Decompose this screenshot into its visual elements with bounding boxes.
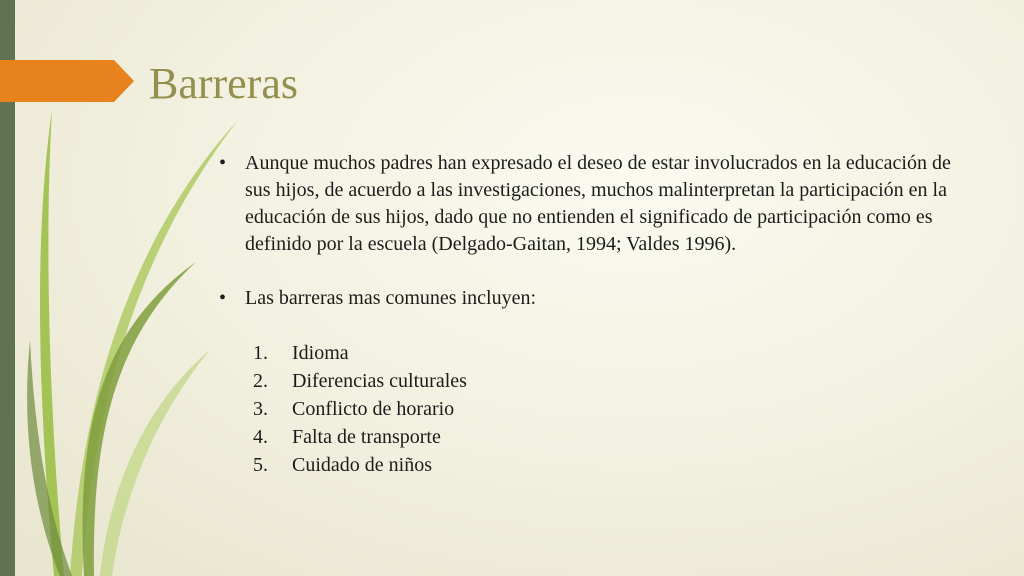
bullet-item: • Las barreras mas comunes incluyen:: [218, 285, 978, 312]
barrier-item: [218, 423, 978, 451]
leaf-3: [83, 262, 196, 576]
item-text: Diferencias culturales: [292, 370, 467, 392]
barrier-item: [218, 395, 978, 423]
slide-body: [218, 150, 978, 479]
item-number: 4.: [253, 426, 268, 448]
item-number: 2.: [253, 370, 268, 392]
bullet-item: • Aunque muchos padres han expresado el deseo de estar involucrados en la educación de sus hijos, de acuerdo a las investigaciones, muchos malinterpretan la participación en la educación de sus hijos, dado que no entienden el significado de participación como es definido por la escuela (Delgado-Gaitan, 1994; Valdes 1996).: [218, 150, 978, 258]
item-number: 1.: [253, 342, 268, 364]
barriers-list: [218, 339, 978, 479]
barrier-item: [218, 367, 978, 395]
item-text: Idioma: [292, 342, 349, 364]
slide-title: Barreras: [149, 59, 299, 108]
item-number: 3.: [253, 398, 268, 420]
barrier-item: [218, 451, 978, 479]
item-text: Falta de transporte: [292, 426, 441, 448]
bullet-list: [218, 150, 978, 312]
item-text: Cuidado de niños: [292, 454, 432, 476]
item-text: Conflicto de horario: [292, 398, 455, 420]
item-number: 5.: [253, 454, 268, 476]
barrier-item: [218, 339, 978, 367]
